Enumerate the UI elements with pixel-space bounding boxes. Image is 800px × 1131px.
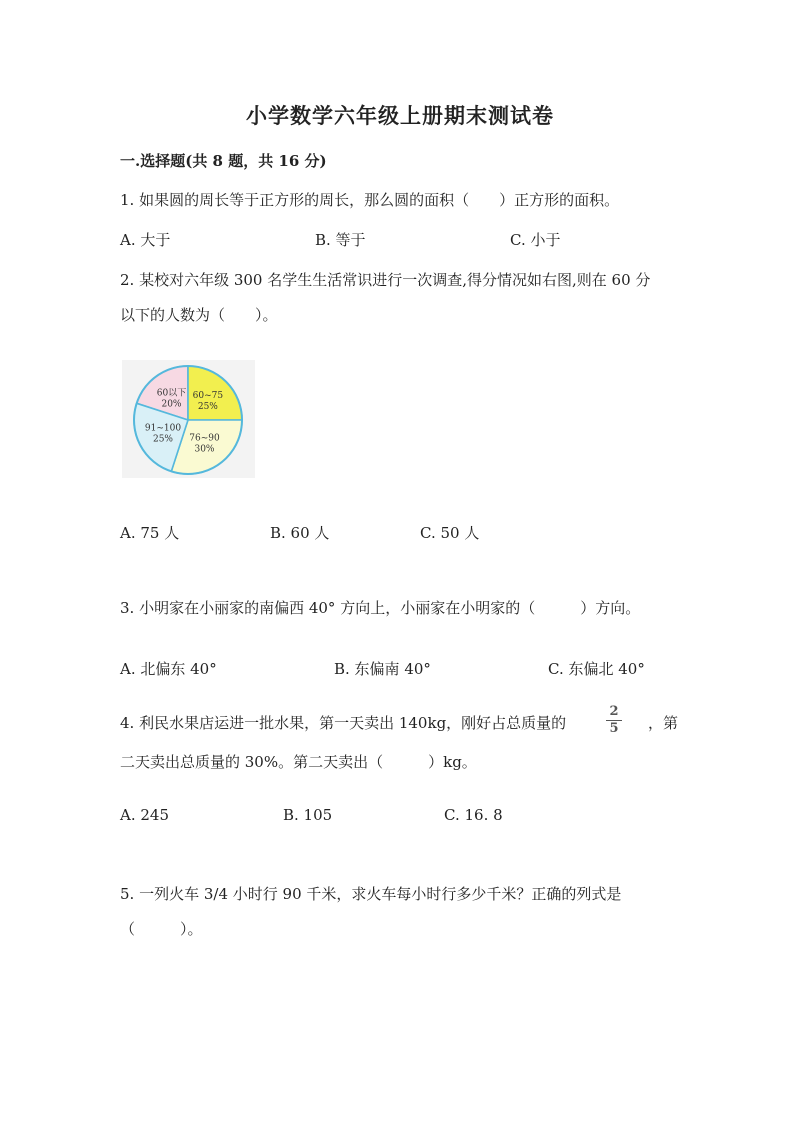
question-3-text: 3. 小明家在小丽家的南偏西 40° 方向上，小丽家在小明家的（ ）方向。 <box>120 599 641 617</box>
question-2-option-b[interactable]: B. 60 人 <box>270 524 330 542</box>
question-5-line-2: （ ）。 <box>120 920 203 938</box>
pie-slice-value-1: 25% <box>197 402 218 413</box>
question-1-option-a[interactable]: A. 大于 <box>120 231 171 249</box>
fraction-numerator: 2 <box>609 704 619 719</box>
question-4-option-c[interactable]: C. 16. 8 <box>444 806 503 824</box>
question-2-line-2: 以下的人数为（ ）。 <box>120 306 278 324</box>
question-2-option-a[interactable]: A. 75 人 <box>120 524 180 542</box>
fraction-denominator: 5 <box>609 721 619 736</box>
section-heading: 一.选择题(共 8 题，共 16 分) <box>120 152 327 170</box>
question-3-option-a[interactable]: A. 北偏东 40° <box>120 660 217 678</box>
question-5-line-1: 5. 一列火车 3/4 小时行 90 千米，求火车每小时行多少千米？正确的列式是 <box>120 885 622 903</box>
pie-slice-label-2: 76~90 <box>189 433 220 444</box>
question-4-line-2: 二天卖出总质量的 30%。第二天卖出（ ）kg。 <box>120 753 477 771</box>
question-4-option-a[interactable]: A. 245 <box>120 806 169 824</box>
question-1-option-b[interactable]: B. 等于 <box>315 231 366 249</box>
question-2-option-c[interactable]: C. 50 人 <box>420 524 480 542</box>
question-1-text: 1. 如果圆的周长等于正方形的周长，那么圆的面积（ ）正方形的面积。 <box>120 191 620 209</box>
pie-slice-label-0: 60以下 <box>156 388 187 399</box>
question-3-option-b[interactable]: B. 东偏南 40° <box>334 660 431 678</box>
pie-chart-svg <box>122 360 255 478</box>
question-4-option-b[interactable]: B. 105 <box>283 806 333 824</box>
pie-slice-value-2: 30% <box>194 444 215 455</box>
pie-slice-value-3: 25% <box>152 434 173 445</box>
question-2-line-1: 2. 某校对六年级 300 名学生生活常识进行一次调查,得分情况如右图,则在 60 分 <box>120 271 651 289</box>
pie-slice-label-3: 91~100 <box>144 423 182 434</box>
pie-slice-value-0: 20% <box>161 399 182 410</box>
question-1-option-c[interactable]: C. 小于 <box>510 231 561 249</box>
question-3-option-c[interactable]: C. 东偏北 40° <box>548 660 645 678</box>
score-pie-chart <box>122 360 255 478</box>
question-4-line-1-end: ，第 <box>648 714 679 732</box>
fraction-two-fifths <box>606 705 622 736</box>
page-title: 小学数学六年级上册期末测试卷 <box>246 103 554 128</box>
question-4-line-1: 4. 利民水果店运进一批水果，第一天卖出 140kg，刚好占总质量的 <box>120 714 567 732</box>
pie-slice-label-1: 60~75 <box>192 391 224 402</box>
